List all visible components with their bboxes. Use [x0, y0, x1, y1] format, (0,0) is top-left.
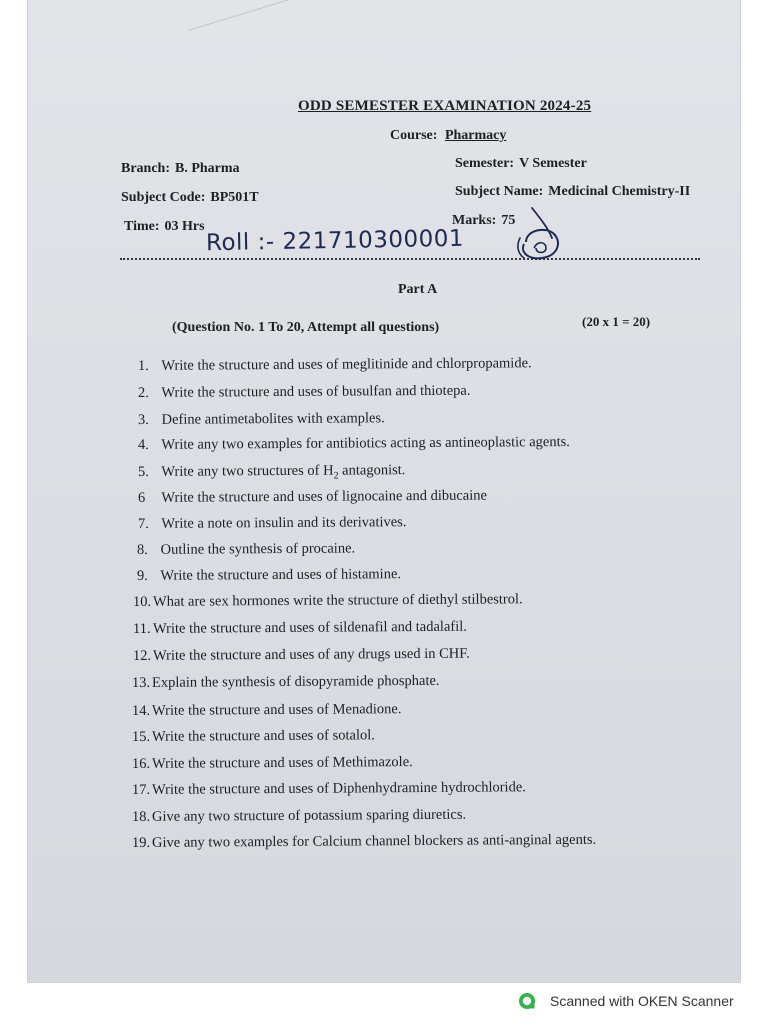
question-item	[132, 807, 466, 826]
question-text: Define antimetabolites with examples.	[161, 410, 385, 428]
question-number: 3.	[137, 411, 149, 428]
question-text: What are sex hormones write the structure of diethyl stilbestrol.	[152, 591, 523, 610]
question-item	[132, 779, 526, 799]
question-number: 2.	[137, 384, 149, 401]
question-number: 12.	[132, 647, 152, 664]
subject-code-label: Subject Code:	[121, 190, 206, 205]
question-item	[138, 462, 406, 483]
question-item	[137, 566, 401, 585]
question-number: 11.	[132, 620, 151, 637]
subject-name-label: Subject Name:	[455, 184, 544, 199]
subscript: 2	[333, 470, 339, 482]
question-text: Write the structure and uses of Menadione.	[151, 701, 402, 719]
question-text: Write the structure and uses of any drugs used in CHF.	[152, 645, 470, 664]
oken-scanner-logo-icon	[518, 992, 536, 1010]
question-item	[132, 754, 413, 773]
question-text: Write the structure and uses of lignocaine and dibucaine	[161, 487, 487, 506]
question-item	[138, 383, 471, 402]
question-text: Outline the synthesis of procaine.	[160, 540, 356, 558]
question-number: 10.	[132, 593, 152, 610]
marks-label: Marks:	[452, 213, 497, 228]
question-number: 14.	[131, 702, 151, 719]
subject-name-value: Medicinal Chemistry-II	[548, 184, 691, 199]
subject-name-field	[455, 184, 690, 200]
question-item	[132, 832, 596, 852]
semester-label: Semester:	[455, 156, 515, 171]
time-label: Time:	[124, 219, 160, 234]
semester-value: V Semester	[519, 156, 587, 171]
question-item	[138, 355, 532, 375]
question-item	[133, 646, 470, 665]
question-text: Write the structure and uses of Methimazole.	[151, 754, 413, 772]
question-number: 16.	[131, 755, 151, 772]
question-text: Give any two examples for Calcium channel blockers as anti-anginal agents.	[151, 831, 597, 851]
question-item	[138, 434, 570, 454]
handwritten-roll-number: Roll :- 221710300001	[205, 225, 465, 257]
marks-value: 75	[501, 213, 516, 228]
question-text: Write the structure and uses of meglitinide and chlorpropamide.	[161, 355, 532, 374]
question-text: Explain the synthesis of disopyramide phosphate.	[151, 672, 440, 691]
question-text: Write any two structures of H	[161, 462, 334, 480]
question-item	[132, 673, 440, 692]
time-value: 03 Hrs	[164, 219, 205, 234]
scan-artifact-line	[188, 0, 389, 31]
question-text: Write the structure and uses of sotalol.	[151, 727, 375, 745]
question-text-tail: antagonist.	[338, 462, 406, 479]
course-line	[390, 128, 506, 144]
question-number: 15.	[131, 728, 151, 745]
question-item	[138, 488, 487, 507]
question-number: 9.	[136, 567, 148, 584]
subject-code-value: BP501T	[210, 190, 259, 205]
question-number: 6	[137, 489, 146, 506]
course-value: Pharmacy	[444, 128, 507, 143]
question-item	[137, 540, 355, 559]
question-item	[138, 410, 385, 429]
question-number: 13.	[131, 674, 151, 691]
branch-field	[121, 161, 240, 177]
question-item	[138, 514, 407, 533]
question-number: 19.	[131, 834, 151, 851]
question-text: Give any two structure of potassium sparing diuretics.	[151, 806, 467, 825]
semester-field	[455, 156, 587, 172]
part-a-instruction: (Question No. 1 To 20, Attempt all questions)	[172, 320, 440, 335]
course-label: Course:	[390, 128, 438, 143]
dotted-line	[120, 258, 700, 260]
question-item	[132, 701, 402, 720]
part-a-title: Part A	[398, 282, 438, 297]
branch-value: B. Pharma	[175, 161, 240, 176]
question-text: Write the structure and uses of Diphenhydramine hydrochloride.	[151, 779, 526, 798]
watermark-text: Scanned with OKEN Scanner	[550, 993, 734, 1009]
question-number: 5.	[137, 463, 149, 480]
handwritten-signature-icon	[512, 202, 568, 268]
question-text: Write the structure and uses of sildenafil and tadalafil.	[152, 618, 467, 637]
question-number: 4.	[137, 436, 149, 453]
question-text: Write any two examples for antibiotics acting as antineoplastic agents.	[161, 433, 570, 453]
subject-code-field	[121, 190, 259, 206]
question-number: 18.	[131, 808, 151, 825]
question-item	[133, 619, 467, 638]
exam-title: ODD SEMESTER EXAMINATION 2024-25	[298, 98, 592, 114]
question-number: 8.	[136, 541, 148, 558]
branch-label: Branch:	[121, 161, 170, 176]
question-item	[133, 591, 523, 611]
question-item	[132, 727, 375, 746]
question-text: Write a note on insulin and its derivatives.	[161, 514, 407, 532]
question-text: Write the structure and uses of histamine.	[160, 566, 402, 584]
question-text: Write the structure and uses of busulfan and thiotepa.	[161, 382, 471, 401]
question-number: 1.	[137, 357, 149, 374]
part-a-marks: (20 x 1 = 20)	[582, 314, 651, 329]
scanner-watermark	[518, 991, 734, 1011]
question-number: 17.	[131, 781, 151, 798]
question-number: 7.	[137, 515, 149, 532]
